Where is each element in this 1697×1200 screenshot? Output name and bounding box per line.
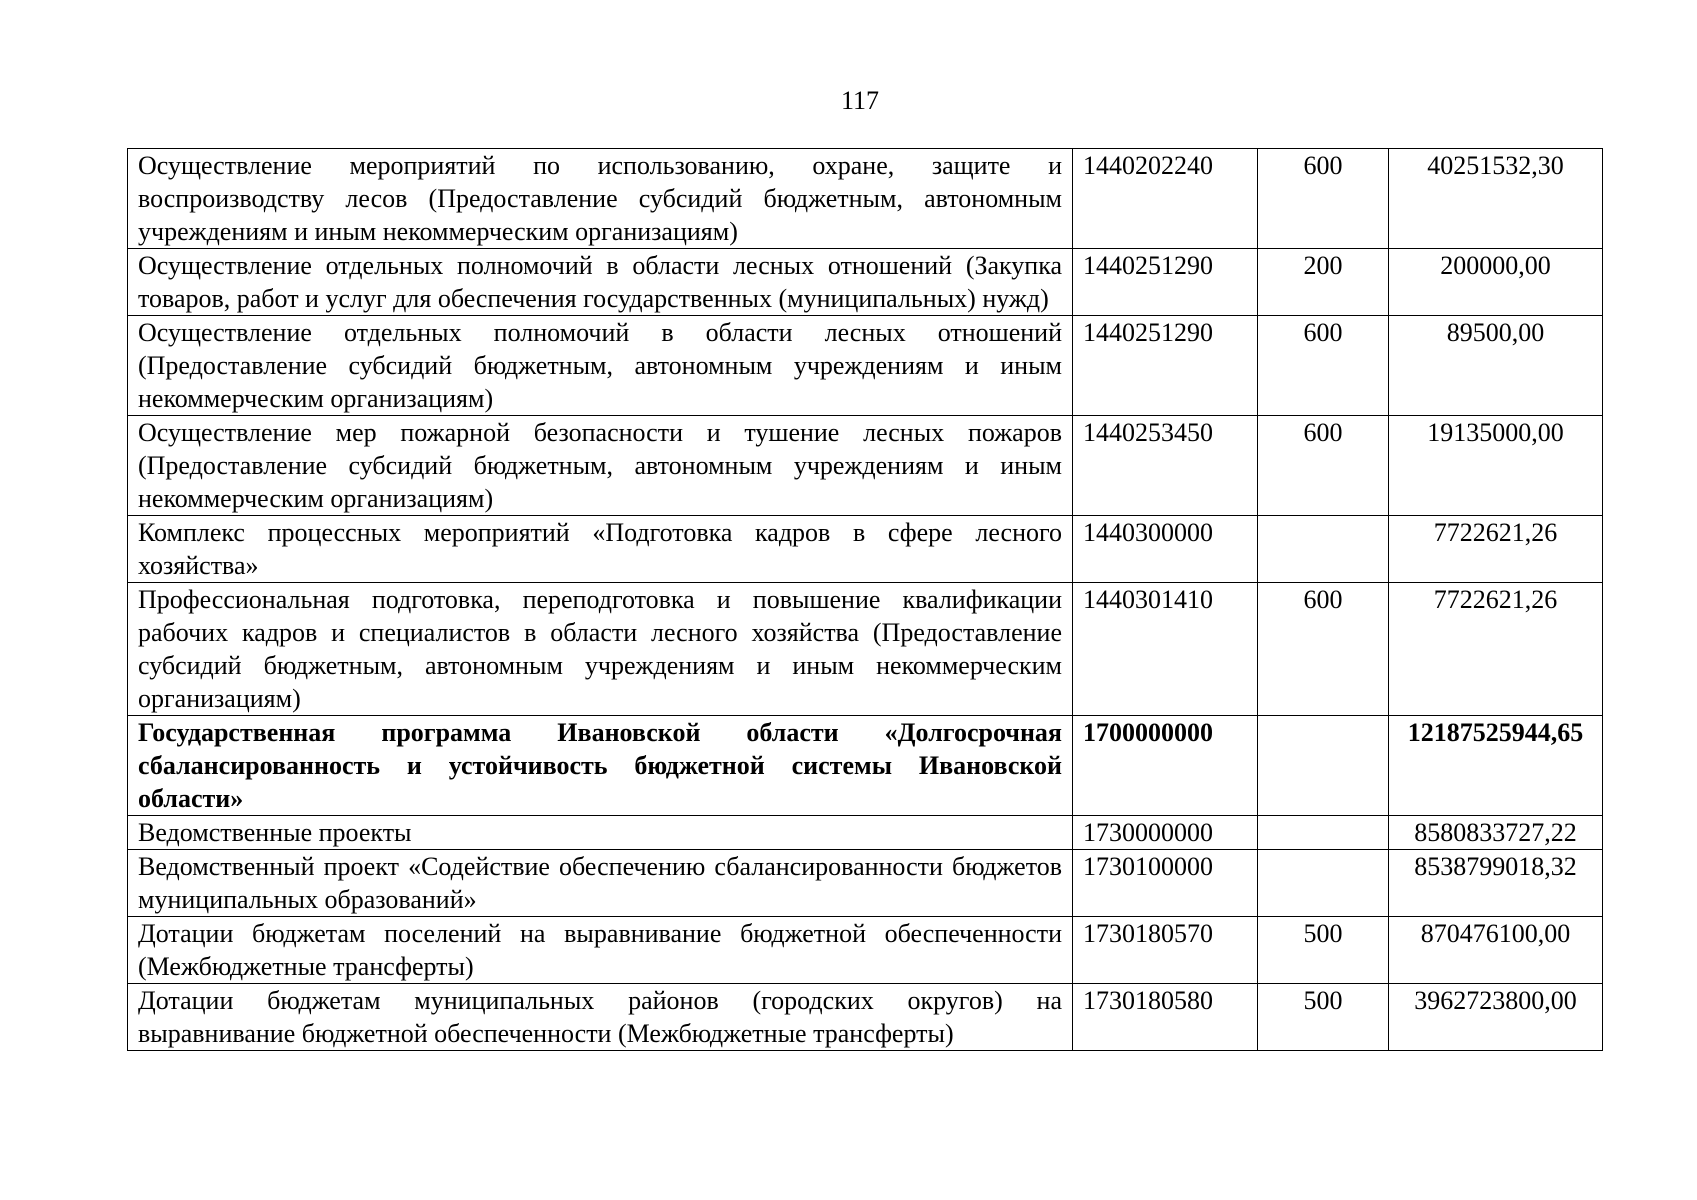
row-name: Осуществление мероприятий по использованию, охране, защите и воспроизводству лесов (Предоставление субсидий бюджетным, автономным учреждениям и иным некоммерческим организациям) [128, 149, 1073, 249]
row-name: Дотации бюджетам поселений на выравнивание бюджетной обеспеченности (Межбюджетные трансферты) [128, 917, 1073, 984]
table-row [128, 316, 1603, 416]
row-name: Осуществление мер пожарной безопасности и тушение лесных пожаров (Предоставление субсидий бюджетным, автономным учреждениям и иным некоммерческим организациям) [128, 416, 1073, 516]
row-sum: 89500,00 [1389, 316, 1603, 416]
row-code: 1440251290 [1073, 316, 1258, 416]
row-sum: 40251532,30 [1389, 149, 1603, 249]
row-sum: 200000,00 [1389, 249, 1603, 316]
row-expense-type: 500 [1258, 984, 1389, 1051]
row-code: 1730100000 [1073, 850, 1258, 917]
row-code: 1440301410 [1073, 583, 1258, 716]
row-sum: 7722621,26 [1389, 516, 1603, 583]
row-expense-type: 600 [1258, 316, 1389, 416]
row-code: 1440253450 [1073, 416, 1258, 516]
row-sum: 8538799018,32 [1389, 850, 1603, 917]
row-expense-type: 200 [1258, 249, 1389, 316]
table-row [128, 850, 1603, 917]
row-code: 1700000000 [1073, 716, 1258, 816]
table-row [128, 917, 1603, 984]
row-name: Осуществление отдельных полномочий в области лесных отношений (Закупка товаров, работ и услуг для обеспечения государственных (муниципальных) нужд) [128, 249, 1073, 316]
row-code: 1440251290 [1073, 249, 1258, 316]
page-number: 117 [840, 86, 880, 115]
row-expense-type: 600 [1258, 149, 1389, 249]
row-name: Ведомственный проект «Содействие обеспечению сбалансированности бюджетов муниципальных образований» [128, 850, 1073, 917]
row-expense-type: 600 [1258, 583, 1389, 716]
row-sum: 3962723800,00 [1389, 984, 1603, 1051]
row-name: Профессиональная подготовка, переподготовка и повышение квалификации рабочих кадров и специалистов в области лесного хозяйства (Предоставление субсидий бюджетным, автономным учреждениям и иным некоммерческим организациям) [128, 583, 1073, 716]
table-row [128, 516, 1603, 583]
row-sum: 8580833727,22 [1389, 816, 1603, 850]
row-name: Комплекс процессных мероприятий «Подготовка кадров в сфере лесного хозяйства» [128, 516, 1073, 583]
row-expense-type [1258, 516, 1389, 583]
row-name: Дотации бюджетам муниципальных районов (городских округов) на выравнивание бюджетной обеспеченности (Межбюджетные трансферты) [128, 984, 1073, 1051]
table-row [128, 583, 1603, 716]
row-sum: 870476100,00 [1389, 917, 1603, 984]
row-expense-type [1258, 816, 1389, 850]
table-row [128, 149, 1603, 249]
budget-table [127, 148, 1603, 1051]
row-name: Осуществление отдельных полномочий в области лесных отношений (Предоставление субсидий бюджетным, автономным учреждениям и иным некоммерческим организациям) [128, 316, 1073, 416]
row-code: 1730180580 [1073, 984, 1258, 1051]
row-code: 1440202240 [1073, 149, 1258, 249]
row-code: 1730000000 [1073, 816, 1258, 850]
row-code: 1730180570 [1073, 917, 1258, 984]
row-sum: 12187525944,65 [1389, 716, 1603, 816]
row-expense-type [1258, 716, 1389, 816]
row-expense-type: 500 [1258, 917, 1389, 984]
row-expense-type [1258, 850, 1389, 917]
table-row [128, 249, 1603, 316]
table-row-program-heading [128, 716, 1603, 816]
row-name: Государственная программа Ивановской области «Долгосрочная сбалансированность и устойчивость бюджетной системы Ивановской области» [128, 716, 1073, 816]
row-expense-type: 600 [1258, 416, 1389, 516]
table-row [128, 984, 1603, 1051]
row-sum: 19135000,00 [1389, 416, 1603, 516]
row-name: Ведомственные проекты [128, 816, 1073, 850]
row-code: 1440300000 [1073, 516, 1258, 583]
table-row [128, 816, 1603, 850]
table-row [128, 416, 1603, 516]
row-sum: 7722621,26 [1389, 583, 1603, 716]
